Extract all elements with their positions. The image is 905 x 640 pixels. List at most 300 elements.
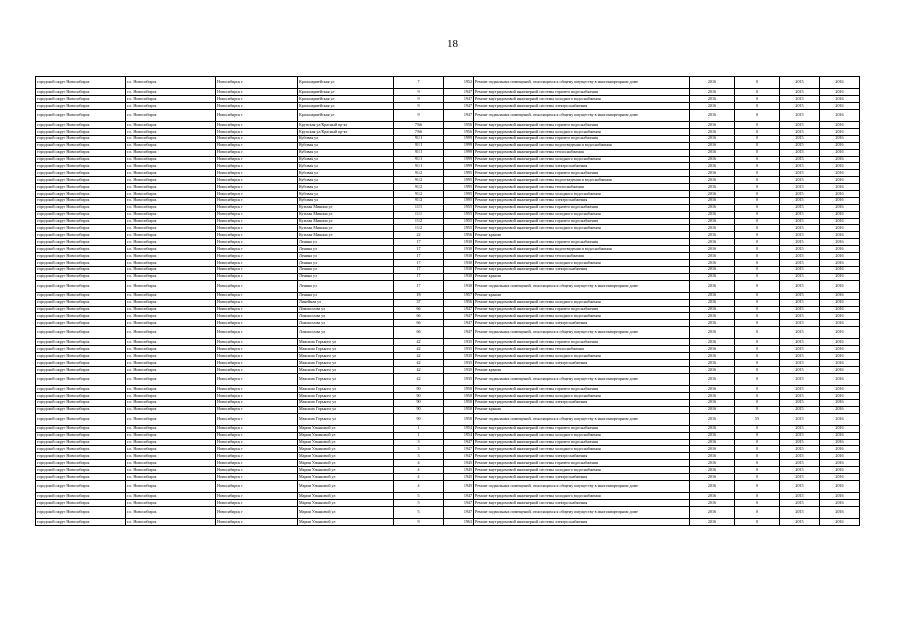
plan-year-cell: 2016 — [690, 252, 735, 259]
end-year-cell: 2016 — [820, 506, 860, 518]
table-row — [36, 142, 860, 149]
house-cell: 11/2 — [394, 225, 444, 232]
settlement-cell: Новосибирск г — [216, 406, 298, 413]
amount-cell: 0 — [735, 506, 780, 518]
settlement-cell: Новосибирск г — [216, 266, 298, 273]
build-year-cell: 1947 — [444, 453, 474, 460]
city-cell: г.о. Новосибирск — [126, 499, 216, 506]
build-year-cell: 1935 — [444, 366, 474, 373]
city-cell: г.о. Новосибирск — [126, 339, 216, 346]
build-year-cell: 1950 — [444, 413, 474, 425]
end-year-cell: 2016 — [820, 163, 860, 170]
work-type-cell: Ремонт внутридомовой инженерной системы холодного водоснабжения — [474, 96, 690, 103]
plan-year-cell: 2016 — [690, 453, 735, 460]
plan-year-cell: 2016 — [690, 327, 735, 339]
end-year-cell: 2016 — [820, 96, 860, 103]
work-type-cell: Ремонт внутридомовой инженерной системы горячего водоснабжения — [474, 204, 690, 211]
street-cell: Кубовая ул — [298, 184, 394, 191]
end-year-cell: 2016 — [820, 149, 860, 156]
city-cell: г.о. Новосибирск — [126, 392, 216, 399]
start-year-cell: 2015 — [780, 177, 820, 184]
house-cell: 90 — [394, 386, 444, 393]
city-cell: г.о. Новосибирск — [126, 177, 216, 184]
build-year-cell: 1947 — [444, 320, 474, 327]
city-cell: г.о. Новосибирск — [126, 299, 216, 306]
settlement-cell: Новосибирск г — [216, 96, 298, 103]
start-year-cell: 2015 — [780, 353, 820, 360]
city-cell: г.о. Новосибирск — [126, 280, 216, 292]
build-year-cell: 1930 — [444, 273, 474, 280]
build-year-cell: 1963 — [444, 519, 474, 526]
amount-cell: 0 — [735, 306, 780, 313]
end-year-cell: 2016 — [820, 109, 860, 121]
table-row — [36, 211, 860, 218]
city-cell: г.о. Новосибирск — [126, 306, 216, 313]
amount-cell: 0 — [735, 519, 780, 526]
work-type-cell: Ремонт внутридомовой инженерной системы водоотведения и водоснабжения — [474, 177, 690, 184]
end-year-cell: 2016 — [820, 218, 860, 225]
amount-cell: 0 — [735, 246, 780, 253]
street-cell: Ломоносова ул — [298, 327, 394, 339]
build-year-cell: 1947 — [444, 493, 474, 500]
city-cell: г.о. Новосибирск — [126, 425, 216, 432]
plan-year-cell: 2016 — [690, 306, 735, 313]
work-type-cell: Ремонт внутридомовой инженерной системы горячего водоснабжения — [474, 425, 690, 432]
work-type-cell: Ремонт внутридомовой инженерной системы холодного водоснабжения — [474, 392, 690, 399]
house-cell: 4 — [394, 473, 444, 480]
street-cell: Максима Горького ул — [298, 360, 394, 367]
build-year-cell: 1955 — [444, 218, 474, 225]
build-year-cell: 1956 — [444, 122, 474, 129]
district-cell: городской округ Новосибирск — [36, 102, 126, 109]
build-year-cell: 1947 — [444, 313, 474, 320]
amount-cell: 0 — [735, 493, 780, 500]
end-year-cell: 2016 — [820, 425, 860, 432]
build-year-cell: 1954 — [444, 425, 474, 432]
table-row — [36, 373, 860, 385]
house-cell: 91/1 — [394, 142, 444, 149]
build-year-cell: 1930 — [444, 239, 474, 246]
district-cell: городской округ Новосибирск — [36, 239, 126, 246]
table-row — [36, 259, 860, 266]
street-cell: Марии Ульяновой ул — [298, 460, 394, 467]
city-cell: г.о. Новосибирск — [126, 77, 216, 89]
amount-cell: 0 — [735, 163, 780, 170]
house-cell: 91/2 — [394, 177, 444, 184]
settlement-cell: Новосибирск г — [216, 128, 298, 135]
end-year-cell: 2016 — [820, 299, 860, 306]
district-cell: городской округ Новосибирск — [36, 366, 126, 373]
amount-cell: 0 — [735, 149, 780, 156]
table-row — [36, 327, 860, 339]
table-row — [36, 506, 860, 518]
work-type-cell: Ремонт внутридомовой инженерной системы холодного водоснабжения — [474, 211, 690, 218]
street-cell: Кузьмы Минина ул — [298, 218, 394, 225]
start-year-cell: 2015 — [780, 109, 820, 121]
street-cell: Кузьмы Минина ул — [298, 211, 394, 218]
start-year-cell: 2015 — [780, 339, 820, 346]
end-year-cell: 2016 — [820, 266, 860, 273]
end-year-cell: 2016 — [820, 339, 860, 346]
district-cell: городской округ Новосибирск — [36, 353, 126, 360]
start-year-cell: 2015 — [780, 446, 820, 453]
settlement-cell: Новосибирск г — [216, 446, 298, 453]
city-cell: г.о. Новосибирск — [126, 460, 216, 467]
end-year-cell: 2016 — [820, 493, 860, 500]
city-cell: г.о. Новосибирск — [126, 506, 216, 518]
amount-cell: 0 — [735, 122, 780, 129]
build-year-cell: 1947 — [444, 102, 474, 109]
district-cell: городской округ Новосибирск — [36, 246, 126, 253]
settlement-cell: Новосибирск г — [216, 432, 298, 439]
plan-year-cell: 2016 — [690, 425, 735, 432]
street-cell: Марии Ульяновой ул — [298, 467, 394, 474]
amount-cell: 0 — [735, 190, 780, 197]
settlement-cell: Новосибирск г — [216, 373, 298, 385]
amount-cell: 0 — [735, 467, 780, 474]
amount-cell: 0 — [735, 266, 780, 273]
table-row — [36, 360, 860, 367]
house-cell: 42 — [394, 366, 444, 373]
house-cell: 17 — [394, 280, 444, 292]
plan-year-cell: 2016 — [690, 89, 735, 96]
settlement-cell: Новосибирск г — [216, 493, 298, 500]
house-cell: 90 — [394, 413, 444, 425]
build-year-cell: 1935 — [444, 373, 474, 385]
district-cell: городской округ Новосибирск — [36, 425, 126, 432]
street-cell: Марии Ульяновой ул — [298, 439, 394, 446]
house-cell: 11/1 — [394, 211, 444, 218]
amount-cell: 0 — [735, 109, 780, 121]
end-year-cell: 2016 — [820, 184, 860, 191]
work-type-cell: Ремонт внутридомовой инженерной системы холодного водоснабжения — [474, 313, 690, 320]
table-row — [36, 149, 860, 156]
table-row — [36, 386, 860, 393]
start-year-cell: 2015 — [780, 327, 820, 339]
district-cell: городской округ Новосибирск — [36, 266, 126, 273]
table-row — [36, 439, 860, 446]
work-type-cell: Ремонт внутридомовой инженерной системы холодного водоснабжения — [474, 432, 690, 439]
city-cell: г.о. Новосибирск — [126, 109, 216, 121]
plan-year-cell: 2016 — [690, 102, 735, 109]
build-year-cell: 1957 — [444, 292, 474, 299]
district-cell: городской округ Новосибирск — [36, 149, 126, 156]
amount-cell: 0 — [735, 425, 780, 432]
work-type-cell: Ремонт внутридомовой инженерной системы холодного водоснабжения — [474, 493, 690, 500]
table-row — [36, 413, 860, 425]
district-cell: городской округ Новосибирск — [36, 128, 126, 135]
city-cell: г.о. Новосибирск — [126, 225, 216, 232]
build-year-cell: 1956 — [444, 299, 474, 306]
end-year-cell: 2016 — [820, 386, 860, 393]
table-row — [36, 273, 860, 280]
plan-year-cell: 2016 — [690, 156, 735, 163]
work-type-cell: Ремонт подвальных помещений, относящихся к общему имуществу в многоквартирном доме — [474, 413, 690, 425]
work-type-cell: Ремонт внутридомовой инженерной системы водоотведения и водоснабжения — [474, 246, 690, 253]
end-year-cell: 2016 — [820, 232, 860, 239]
city-cell: г.о. Новосибирск — [126, 480, 216, 492]
amount-cell: 0 — [735, 280, 780, 292]
district-cell: городской округ Новосибирск — [36, 109, 126, 121]
city-cell: г.о. Новосибирск — [126, 320, 216, 327]
city-cell: г.о. Новосибирск — [126, 327, 216, 339]
amount-cell: 0 — [735, 218, 780, 225]
street-cell: Красноармейская ул — [298, 96, 394, 103]
house-cell: 9 — [394, 519, 444, 526]
amount-cell: 0 — [735, 313, 780, 320]
plan-year-cell: 2016 — [690, 346, 735, 353]
house-cell: 91/2 — [394, 184, 444, 191]
settlement-cell: Новосибирск г — [216, 327, 298, 339]
end-year-cell: 2016 — [820, 292, 860, 299]
build-year-cell: 1995 — [444, 177, 474, 184]
end-year-cell: 2016 — [820, 406, 860, 413]
work-type-cell: Ремонт внутридомовой инженерной системы холодного водоснабжения — [474, 225, 690, 232]
street-cell: Кубовая ул — [298, 170, 394, 177]
build-year-cell: 1950 — [444, 392, 474, 399]
amount-cell: 0 — [735, 386, 780, 393]
house-cell: 37 — [394, 299, 444, 306]
settlement-cell: Новосибирск г — [216, 366, 298, 373]
house-cell: 42 — [394, 353, 444, 360]
house-cell: 91/1 — [394, 163, 444, 170]
settlement-cell: Новосибирск г — [216, 499, 298, 506]
start-year-cell: 2015 — [780, 366, 820, 373]
end-year-cell: 2016 — [820, 102, 860, 109]
end-year-cell: 2016 — [820, 360, 860, 367]
plan-year-cell: 2016 — [690, 399, 735, 406]
house-cell: 91/1 — [394, 149, 444, 156]
street-cell: Крупская ул/Красный пр-кт — [298, 122, 394, 129]
end-year-cell: 2016 — [820, 190, 860, 197]
house-cell: 42 — [394, 373, 444, 385]
house-cell: 91/2 — [394, 170, 444, 177]
amount-cell: 0 — [735, 373, 780, 385]
settlement-cell: Новосибирск г — [216, 360, 298, 367]
end-year-cell: 2016 — [820, 373, 860, 385]
settlement-cell: Новосибирск г — [216, 506, 298, 518]
district-cell: городской округ Новосибирск — [36, 446, 126, 453]
street-cell: Кубовая ул — [298, 142, 394, 149]
city-cell: г.о. Новосибирск — [126, 142, 216, 149]
table-row — [36, 353, 860, 360]
street-cell: Линейная ул — [298, 299, 394, 306]
amount-cell: 0 — [735, 77, 780, 89]
district-cell: городской округ Новосибирск — [36, 480, 126, 492]
city-cell: г.о. Новосибирск — [126, 453, 216, 460]
city-cell: г.о. Новосибирск — [126, 89, 216, 96]
plan-year-cell: 2016 — [690, 266, 735, 273]
start-year-cell: 2015 — [780, 102, 820, 109]
start-year-cell: 2015 — [780, 239, 820, 246]
amount-cell: 0 — [735, 499, 780, 506]
start-year-cell: 2015 — [780, 439, 820, 446]
plan-year-cell: 2016 — [690, 96, 735, 103]
amount-cell: 0 — [735, 446, 780, 453]
table-row — [36, 177, 860, 184]
start-year-cell: 2015 — [780, 252, 820, 259]
city-cell: г.о. Новосибирск — [126, 218, 216, 225]
house-cell: 17 — [394, 239, 444, 246]
street-cell: Марии Ульяновой ул — [298, 519, 394, 526]
street-cell: Марии Ульяновой ул — [298, 480, 394, 492]
table-row — [36, 96, 860, 103]
amount-cell: 0 — [735, 142, 780, 149]
start-year-cell: 2015 — [780, 266, 820, 273]
settlement-cell: Новосибирск г — [216, 467, 298, 474]
street-cell: Максима Горького ул — [298, 353, 394, 360]
table-row — [36, 460, 860, 467]
house-cell: 5 — [394, 493, 444, 500]
city-cell: г.о. Новосибирск — [126, 246, 216, 253]
build-year-cell: 1995 — [444, 197, 474, 204]
amount-cell: 0 — [735, 232, 780, 239]
end-year-cell: 2016 — [820, 177, 860, 184]
city-cell: г.о. Новосибирск — [126, 353, 216, 360]
end-year-cell: 2016 — [820, 432, 860, 439]
city-cell: г.о. Новосибирск — [126, 360, 216, 367]
amount-cell: 0 — [735, 211, 780, 218]
table-row — [36, 346, 860, 353]
amount-cell: 0 — [735, 406, 780, 413]
house-cell: 17 — [394, 266, 444, 273]
build-year-cell: 1930 — [444, 280, 474, 292]
district-cell: городской округ Новосибирск — [36, 386, 126, 393]
table-row — [36, 252, 860, 259]
amount-cell: 0 — [735, 432, 780, 439]
start-year-cell: 2015 — [780, 432, 820, 439]
street-cell: Красноармейская ул — [298, 102, 394, 109]
street-cell: Марии Ульяновой ул — [298, 453, 394, 460]
build-year-cell: 1999 — [444, 142, 474, 149]
plan-year-cell: 2016 — [690, 480, 735, 492]
table-row — [36, 89, 860, 96]
build-year-cell: 1955 — [444, 204, 474, 211]
plan-year-cell: 2016 — [690, 163, 735, 170]
house-cell: 91/2 — [394, 197, 444, 204]
district-cell: городской округ Новосибирск — [36, 122, 126, 129]
table-row — [36, 446, 860, 453]
city-cell: г.о. Новосибирск — [126, 467, 216, 474]
district-cell: городской округ Новосибирск — [36, 170, 126, 177]
house-cell: 1 — [394, 432, 444, 439]
city-cell: г.о. Новосибирск — [126, 519, 216, 526]
city-cell: г.о. Новосибирск — [126, 128, 216, 135]
table-row — [36, 197, 860, 204]
work-type-cell: Ремонт подвальных помещений, относящихся к общему имуществу в многоквартирном доме — [474, 373, 690, 385]
amount-cell: 0 — [735, 102, 780, 109]
build-year-cell: 1950 — [444, 399, 474, 406]
plan-year-cell: 2016 — [690, 197, 735, 204]
house-cell: 4 — [394, 467, 444, 474]
settlement-cell: Новосибирск г — [216, 259, 298, 266]
end-year-cell: 2016 — [820, 280, 860, 292]
house-cell: 22 — [394, 232, 444, 239]
work-type-cell: Ремонт внутридомовой инженерной системы холодного водоснабжения — [474, 128, 690, 135]
street-cell: Марии Ульяновой ул — [298, 499, 394, 506]
build-year-cell: 1947 — [444, 327, 474, 339]
amount-cell: 0 — [735, 366, 780, 373]
amount-cell: 0 — [735, 89, 780, 96]
table-row — [36, 339, 860, 346]
start-year-cell: 2015 — [780, 218, 820, 225]
street-cell: Марии Ульяновой ул — [298, 473, 394, 480]
plan-year-cell: 2016 — [690, 246, 735, 253]
district-cell: городской округ Новосибирск — [36, 346, 126, 353]
city-cell: г.о. Новосибирск — [126, 439, 216, 446]
settlement-cell: Новосибирск г — [216, 102, 298, 109]
work-type-cell: Ремонт внутридомовой инженерной системы холодного водоснабжения — [474, 446, 690, 453]
district-cell: городской округ Новосибирск — [36, 460, 126, 467]
plan-year-cell: 2016 — [690, 149, 735, 156]
plan-year-cell: 2016 — [690, 392, 735, 399]
end-year-cell: 2016 — [820, 89, 860, 96]
district-cell: городской округ Новосибирск — [36, 320, 126, 327]
street-cell: Максима Горького ул — [298, 413, 394, 425]
street-cell: Кузьмы Минина ул — [298, 204, 394, 211]
end-year-cell: 2016 — [820, 197, 860, 204]
settlement-cell: Новосибирск г — [216, 170, 298, 177]
amount-cell: 0 — [735, 259, 780, 266]
start-year-cell: 2015 — [780, 360, 820, 367]
amount-cell: 0 — [735, 128, 780, 135]
build-year-cell: 1935 — [444, 339, 474, 346]
settlement-cell: Новосибирск г — [216, 184, 298, 191]
start-year-cell: 2015 — [780, 373, 820, 385]
house-cell: 66 — [394, 320, 444, 327]
amount-cell: 0 — [735, 320, 780, 327]
table-row — [36, 313, 860, 320]
city-cell: г.о. Новосибирск — [126, 239, 216, 246]
street-cell: Ленина ул — [298, 259, 394, 266]
house-cell: 17 — [394, 252, 444, 259]
house-cell: 90 — [394, 399, 444, 406]
build-year-cell: 1930 — [444, 252, 474, 259]
work-type-cell: Ремонт внутридомовой инженерной системы горячего водоснабжения — [474, 89, 690, 96]
start-year-cell: 2015 — [780, 306, 820, 313]
city-cell: г.о. Новосибирск — [126, 96, 216, 103]
district-cell: городской округ Новосибирск — [36, 439, 126, 446]
plan-year-cell: 2016 — [690, 353, 735, 360]
district-cell: городской округ Новосибирск — [36, 280, 126, 292]
settlement-cell: Новосибирск г — [216, 142, 298, 149]
plan-year-cell: 2016 — [690, 225, 735, 232]
house-cell: 17 — [394, 246, 444, 253]
start-year-cell: 2015 — [780, 149, 820, 156]
start-year-cell: 2015 — [780, 170, 820, 177]
city-cell: г.о. Новосибирск — [126, 204, 216, 211]
settlement-cell: Новосибирск г — [216, 339, 298, 346]
house-cell: 7/66 — [394, 128, 444, 135]
work-type-cell: Ремонт внутридомовой инженерной системы холодного водоснабжения — [474, 190, 690, 197]
plan-year-cell: 2016 — [690, 493, 735, 500]
table-row — [36, 163, 860, 170]
table-row — [36, 320, 860, 327]
table-row — [36, 184, 860, 191]
city-cell: г.о. Новосибирск — [126, 292, 216, 299]
district-cell: городской округ Новосибирск — [36, 273, 126, 280]
amount-cell: 0 — [735, 453, 780, 460]
settlement-cell: Новосибирск г — [216, 156, 298, 163]
city-cell: г.о. Новосибирск — [126, 163, 216, 170]
start-year-cell: 2015 — [780, 142, 820, 149]
table-row — [36, 122, 860, 129]
district-cell: городской округ Новосибирск — [36, 292, 126, 299]
amount-cell: 0 — [735, 392, 780, 399]
amount-cell: 0 — [735, 353, 780, 360]
start-year-cell: 2015 — [780, 480, 820, 492]
street-cell: Максима Горького ул — [298, 366, 394, 373]
